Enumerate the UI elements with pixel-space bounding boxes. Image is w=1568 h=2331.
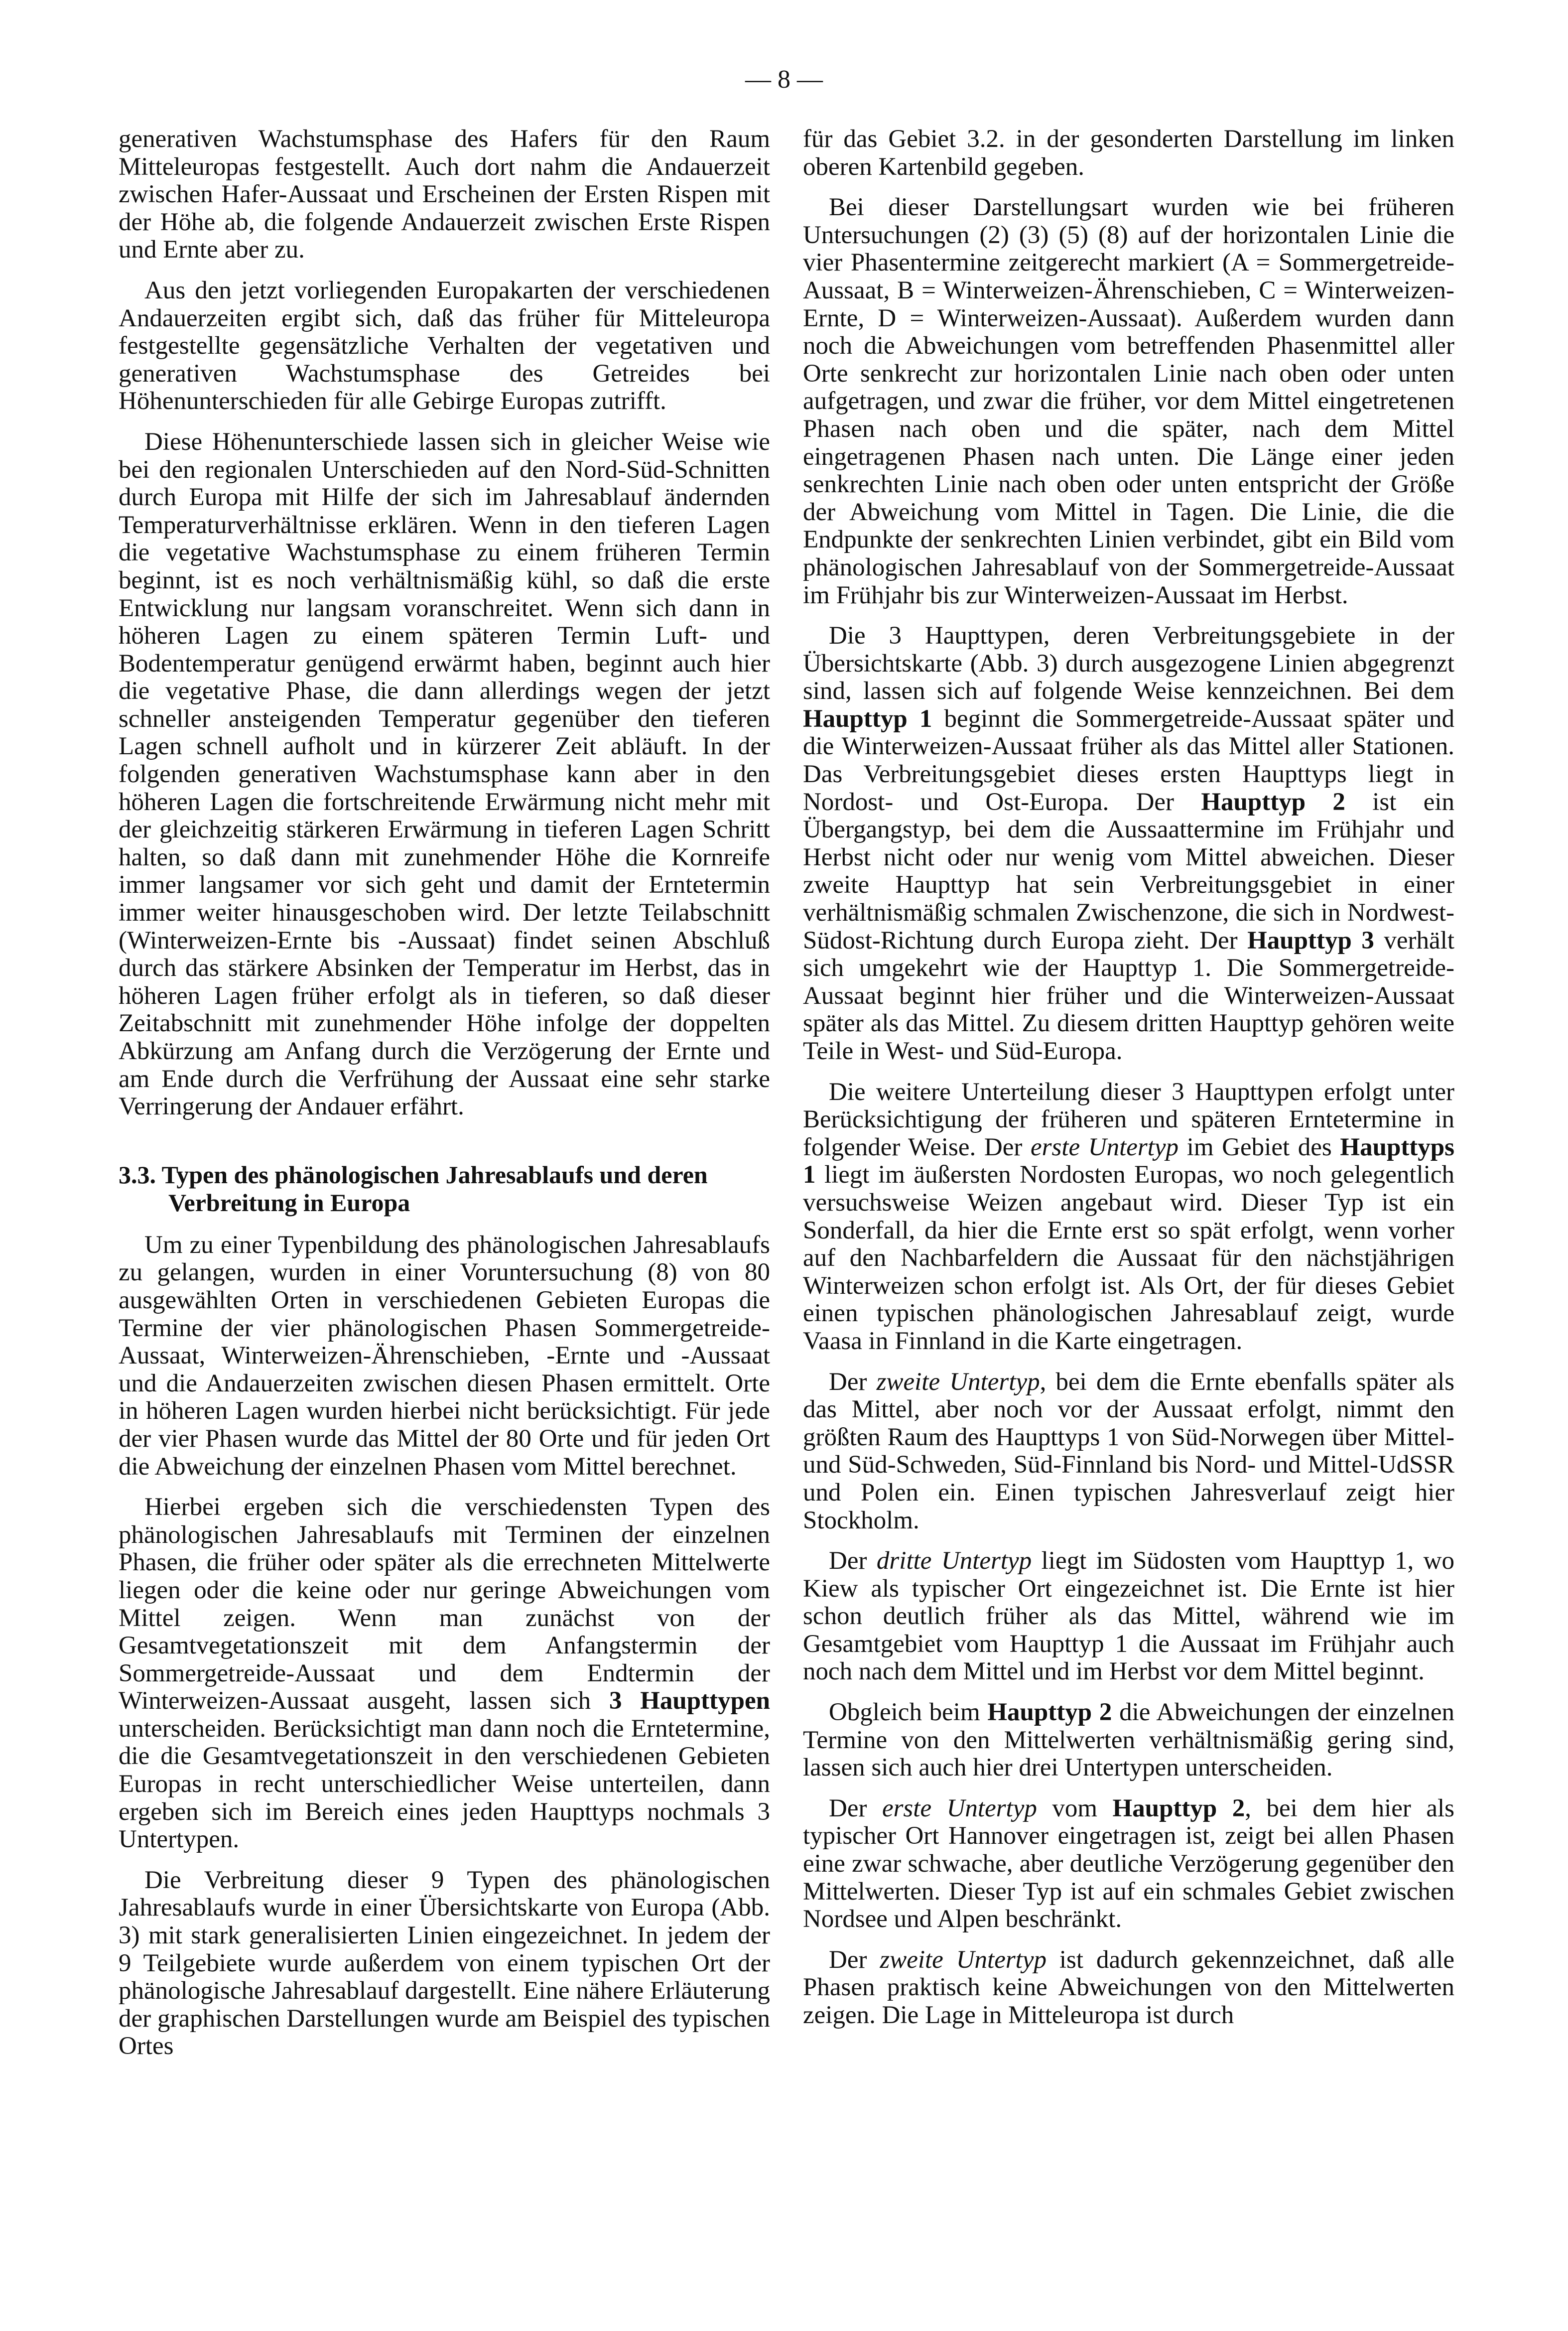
text-run: unterscheiden. Berücksichtigt man dann noch die Erntetermine, die die Gesamtvegetationszeit in den verschiedenen Gebieten Europas in recht unterschiedlicher Weise unterteilen, dann ergeben sich im Bereich eines jeden Haupttyps nochmals 3 Untertypen. (119, 1714, 770, 1854)
italic-text: zweite Untertyp (880, 1945, 1046, 1974)
text-run: Hierbei ergeben sich die verschiedensten Typen des phänologischen Jahresablaufs mit Terminen der einzelnen Phasen, die früher oder später als die errechneten Mittelwerte liegen oder die keine oder nur geringe Abweichungen vom Mittel zeigen. Wenn man zunächst von der Gesamtvegetationszeit mit dem Anfangstermin der Sommergetreide-Aussaat und dem Endtermin der Winterweizen-Aussaat ausgeht, lassen sich (119, 1493, 770, 1715)
text-run: Der (829, 1945, 880, 1974)
paragraph (119, 428, 770, 1121)
text-run: liegt im äußersten Nordosten Europas, wo noch gelegentlich versuchsweise Weizen angebaut wird. Dieser Typ ist ein Sonderfall, da hier die Ernte erst so spät erfolgt, wenn vorher auf den Nachbarfeldern die Aussaat für den nächstjährigen Winterweizen schon erfolgt ist. Als Ort, der für dieses Gebiet einen typischen phänologischen Jahresablauf zeigt, wurde Vaasa in Finnland in die Karte eingetragen. (803, 1161, 1454, 1355)
paragraph (803, 1369, 1454, 1535)
text-run: Diese Höhenunterschiede lassen sich in gleicher Weise wie bei den regionalen Unterschieden auf den Nord-Süd-Schnitten durch Europa mit Hilfe der sich im Jahresablauf ändernden Temperaturverhältnisse erklären. Wenn in den tieferen Lagen die vegetative Wachstumsphase zu einem früheren Termin beginnt, ist es noch verhältnismäßig kühl, so daß die erste Entwicklung nur langsam voranschreitet. Wenn sich dann in höheren Lagen zu einem späteren Termin Luft- und Bodentemperatur genügend erwärmt haben, beginnt auch hier die vegetative Phase, die dann allerdings wegen der jetzt schneller ansteigenden Temperatur gegenüber den tieferen Lagen schnell aufholt und in kürzerer Zeit abläuft. In der folgenden generativen Wachstumsphase kann aber in den höheren Lagen die fortschreitende Erwärmung nicht mehr mit der gleichzeitig stärkeren Erwärmung in tieferen Lagen Schritt halten, so daß dann mit zunehmender Höhe die Kornreife immer langsamer vor sich geht und damit der Erntetermin immer weiter hinausgeschoben wird. Der letzte Teilabschnitt (Winterweizen-Ernte bis -Aussaat) findet seinen Abschluß durch das stärkere Absinken der Temperatur im Herbst, das in höheren Lagen früher erfolgt als in tieferen, so daß dieser Zeitabschnitt mit zunehmender Höhe infolge der doppelten Abkürzung am Anfang durch die Verzögerung der Ernte und am Ende durch die Verfrühung der Aussaat eine sehr starke Verringerung der Andauer erfährt. (119, 427, 770, 1121)
paragraph (803, 622, 1454, 1066)
bold-text: Haupttyp 3 (1247, 926, 1374, 955)
text-run: beginnt die Sommergetreide-Aussaat später und die Winterweizen-Aussaat früher als das Mittel aller Stationen. Das Verbreitungsgebiet dieses ersten Haupttyps liegt in Nordost- und Ost-Europa. Der (803, 704, 1454, 816)
left-paragraphs-after (119, 1232, 770, 2060)
page-number: — 8 — (745, 65, 823, 94)
paragraph (803, 1547, 1454, 1686)
text-run: für das Gebiet 3.2. in der gesonderten Darstellung im linken oberen Kartenbild gegeben. (803, 125, 1454, 181)
left-column (119, 126, 770, 2073)
text-run: , bei dem hier als typischer Ort Hannover eingetragen ist, zeigt bei allen Phasen eine zwar schwache, aber deutliche Verzögerung gegenüber den Mittelwerten. Dieser Typ ist auf ein schmales Gebiet zwischen Nordsee und Alpen beschränkt. (803, 1794, 1455, 1933)
paragraph (803, 126, 1454, 181)
bold-text: Haupttyp 1 (803, 704, 932, 733)
bold-text: Haupttyp 2 (987, 1698, 1112, 1727)
paragraph (119, 1232, 770, 1481)
left-paragraphs-before (119, 126, 770, 1121)
text-run: Die 3 Haupttypen, deren Verbreitungsgebiete in der Übersichtskarte (Abb. 3) durch ausgezogene Linien abgegrenzt sind, lassen sich auf folgende Weise kennzeichnen. Bei dem (803, 622, 1454, 705)
text-run: im Gebiet des (1178, 1133, 1340, 1161)
text-run: Der (829, 1547, 877, 1575)
text-run: Der (829, 1794, 882, 1822)
paragraph (803, 1079, 1454, 1356)
paragraph (803, 1795, 1454, 1933)
text-run: Aus den jetzt vorliegenden Europakarten der verschiedenen Andauerzeiten ergibt sich, daß das früher für Mitteleuropa festgestellte gegensätzliche Verhalten der vegetativen und generativen Wachstumsphase des Getreides bei Höhenunterschieden für alle Gebirge Europas zutrifft. (119, 276, 770, 415)
italic-text: zweite Untertyp (876, 1368, 1040, 1396)
paragraph (803, 1699, 1454, 1782)
paragraph (119, 277, 770, 415)
text-run: Um zu einer Typenbildung des phänologischen Jahresablaufs zu gelangen, wurden in einer Voruntersuchung (8) von 80 ausgewählten Orten in verschiedenen Gebieten Europas die Termine der vier phänologischen Phasen Sommergetreide-Aussaat, Winterweizen-Ährenschieben, -Ernte und -Aussaat und die Andauerzeiten zwischen diesen Phasen ermittelt. Orte in höheren Lagen wurden hierbei nicht berücksichtigt. Für jede der vier Phasen wurde das Mittel der 80 Orte und für jeden Ort die Abweichung der einzelnen Phasen vom Mittel berechnet. (119, 1231, 770, 1481)
paragraph (119, 126, 770, 264)
right-column (803, 126, 1454, 2043)
text-run: , bei dem die Ernte ebenfalls später als das Mittel, aber noch vor der Aussaat erfolgt, nimmt den größten Raum des Haupttyps 1 von Süd-Norwegen über Mittel- und Süd-Schweden, Süd-Finnland bis Nord- und Mittel-UdSSR und Polen ein. Einen typischen Jahresverlauf zeigt hier Stockholm. (803, 1368, 1454, 1534)
bold-text: Haupttyp 2 (1201, 788, 1345, 816)
italic-text: dritte Untertyp (876, 1547, 1032, 1575)
text-run: ist ein Übergangstyp, bei dem die Aussaattermine im Frühjahr und Herbst nicht oder nur wenig vom Mittel abweichen. Dieser zweite Haupttyp hat sein Verbreitungsgebiet in einer verhältnismäßig schmalen Zwischenzone, die sich in Nordwest-Südost-Richtung durch Europa zieht. Der (803, 788, 1454, 955)
text-run: Die Verbreitung dieser 9 Typen des phänologischen Jahresablaufs wurde in einer Übersichtskarte von Europa (Abb. 3) mit stark generalisierten Linien eingezeichnet. In jedem der 9 Teilgebiete wurde außerdem von einem typischen Ort der phänologische Jahresablauf dargestellt. Eine nähere Erläuterung der graphischen Darstellungen wurde am Beispiel des typischen Ortes (119, 1866, 770, 2060)
text-run: ist dadurch gekennzeichnet, daß alle Phasen praktisch keine Abweichungen von den Mittelwerten zeigen. Die Lage in Mitteleuropa ist durch (803, 1945, 1455, 2029)
text-run: generativen Wachstumsphase des Hafers für den Raum Mitteleuropas festgestellt. Auch dort nahm die Andauerzeit zwischen Hafer-Aussaat und Erscheinen der Ersten Rispen mit der Höhe ab, die folgende Andauerzeit zwischen Erste Rispen und Ernte aber zu. (119, 125, 770, 264)
paragraph (119, 1867, 770, 2060)
text-run: die Abweichungen der einzelnen Termine von den Mittelwerten verhältnismäßig gering sind, lassen sich auch hier drei Untertypen unterscheiden. (803, 1698, 1455, 1782)
paragraph (803, 194, 1454, 609)
text-run: Obgleich beim (829, 1698, 988, 1727)
text-run: Bei dieser Darstellungsart wurden wie bei früheren Untersuchungen (2) (3) (5) (8) auf der horizontalen Linie die vier Phasentermine zeitgerecht markiert (A = Sommergetreide-Aussaat, B = Winterweizen-Ährenschieben, C = Winterweizen-Ernte, D = Winterweizen-Aussaat). Außerdem wurden dann noch die Abweichungen vom betreffenden Phasenmittel aller Orte senkrecht zur horizontalen Linie nach oben oder unten aufgetragen, und zwar die früher, vor dem Mittel eingetretenen Phasen nach oben und die später, nach dem Mittel eingetragenen Phasen nach unten. Die Länge einer jeden senkrechten Linie nach oben oder unten entspricht der Größe der Abweichung vom Mittel in Tagen. Die Linie, die die Endpunkte der senkrechten Linien verbindet, gibt ein Bild vom phänologischen Jahresablauf von der Sommergetreide-Aussaat im Frühjahr bis zur Winterweizen-Aussaat im Herbst. (803, 193, 1454, 609)
section-heading: 3.3. Typen des phänologischen Jahresablaufs und deren Verbreitung in Europa (119, 1160, 708, 1217)
text-run: verhält sich umgekehrt wie der Haupttyp 1. Die Sommergetreide-Aussaat beginnt hier früher und die Winterweizen-Aussaat später als das Mittel. Zu diesem dritten Haupttyp gehören weite Teile in West- und Süd-Europa. (803, 926, 1454, 1065)
italic-text: erste Untertyp (882, 1794, 1037, 1822)
bold-text: 3 Haupttypen (609, 1687, 770, 1715)
text-run: vom (1037, 1794, 1113, 1822)
bold-text: Haupttyp 2 (1112, 1794, 1245, 1822)
right-paragraphs (803, 126, 1454, 2030)
text-run: Der (829, 1368, 877, 1396)
italic-text: erste Untertyp (1030, 1133, 1179, 1161)
text-run: liegt im Südosten vom Haupttyp 1, wo Kiew als typischer Ort eingezeichnet ist. Die Ernte ist hier schon deutlich früher als das Mittel, während wie im Gesamtgebiet vom Haupttyp 1 die Aussaat im Frühjahr auch noch nach dem Mittel und im Herbst vor dem Mittel beginnt. (803, 1547, 1454, 1686)
paragraph (803, 1946, 1454, 2030)
paragraph (119, 1494, 770, 1854)
bold-text: Haupttyps 1 (803, 1133, 1454, 1189)
text-run: Die weitere Unterteilung dieser 3 Haupttypen erfolgt unter Berücksichtigung der früheren und späteren Erntetermine in folgender Weise. Der (803, 1078, 1454, 1161)
